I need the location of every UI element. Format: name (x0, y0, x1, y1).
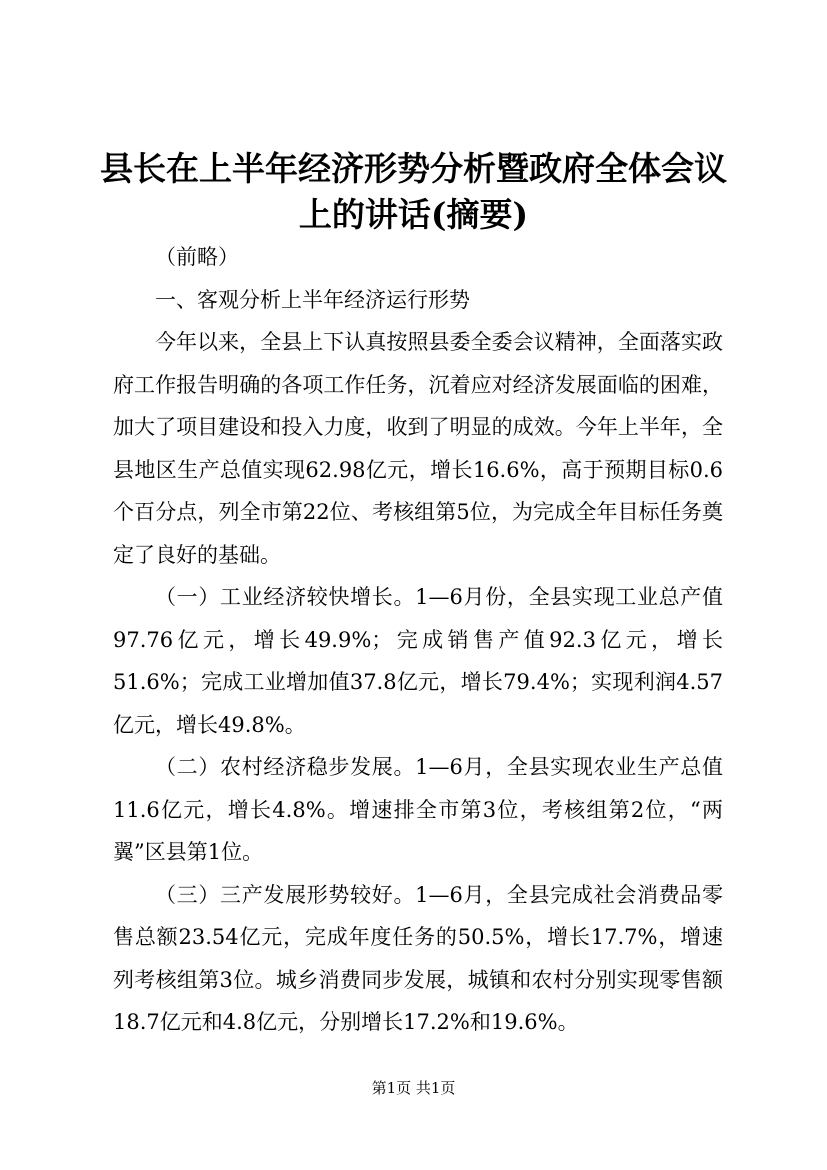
paragraph-overview: 今年以来，全县上下认真按照县委全委会议精神，全面落实政府工作报告明确的各项工作任务，沉着应对经济发展面临的困难，加大了项目建设和投入力度，收到了明显的成效。今年上半年，全县地区生产总值实现62.98亿元，增长16.6%，高于预期目标0.6个百分点，列全市第22位、考核组第5位，为完成全年目标任务奠定了良好的基础。 (113, 330, 723, 567)
paragraph-preface: （前略） (155, 245, 239, 269)
paragraph-agriculture: （二）农村经济稳步发展。1—6月，全县实现农业生产总值11.6亿元，增长4.8%。增速排全市第3位，考核组第2位，“两翼”区县第1位。 (113, 755, 723, 864)
paragraph-tertiary: （三）三产发展形势较好。1—6月，全县完成社会消费品零售总额23.54亿元，完成年度任务的50.5%，增长17.7%，增速列考核组第3位。城乡消费同步发展，城镇和农村分别实现零售额18.7亿元和4.8亿元，分别增长17.2%和19.6%。 (113, 882, 723, 1034)
heading-section-1: 一、客观分析上半年经济运行形势 (155, 287, 470, 312)
page-footer: 第1页 共1页 (371, 1079, 456, 1097)
document-title: 县长在上半年经济形势分析暨政府全体会议上的讲话(摘要) (100, 149, 727, 234)
paragraph-industry: （一）工业经济较快增长。1—6月份，全县实现工业总产值97.76亿元，增长49.9%；完成销售产值92.3亿元，增长51.6%；完成工业增加值37.8亿元，增长79.4%；实现利润4.57亿元，增长49.8%。 (113, 585, 723, 737)
document-body (113, 236, 723, 1044)
